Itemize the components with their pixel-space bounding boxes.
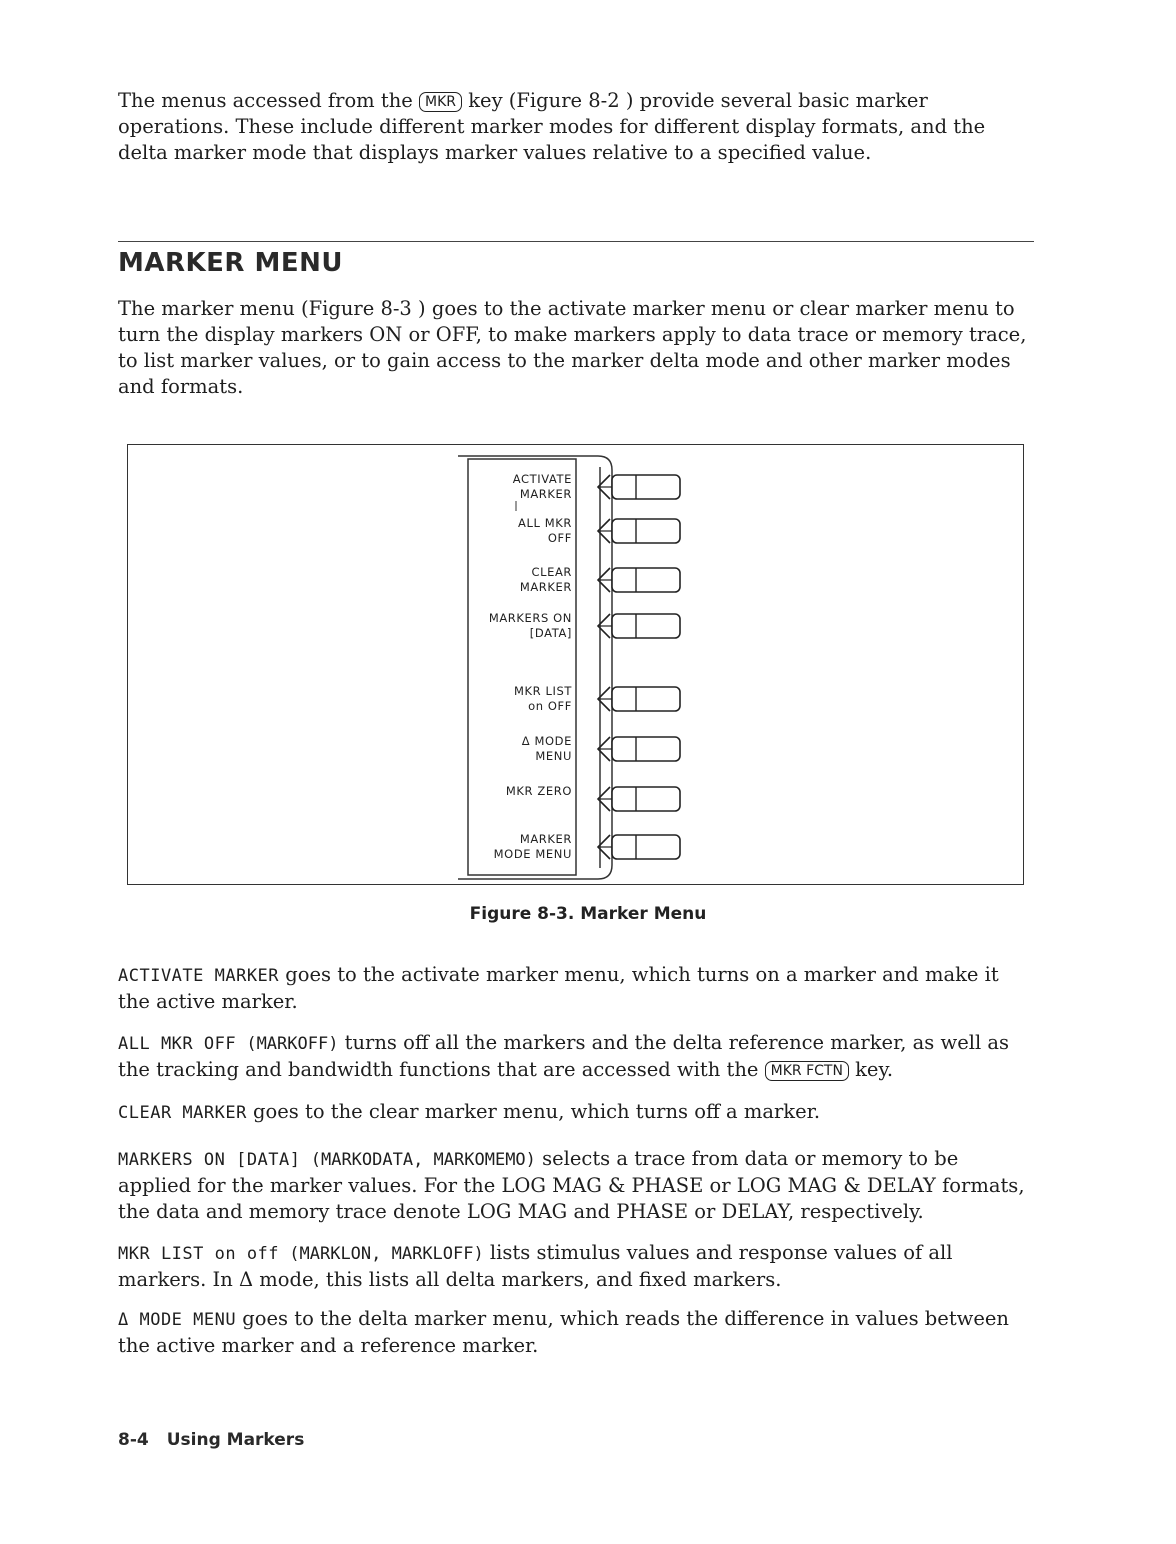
mkr-key: MKR (419, 92, 462, 112)
softkey-label-line1: MARKERS ON (488, 611, 572, 625)
softkey-button (612, 787, 680, 811)
desc-list-text: lists stimulus values and response values of all markers. In Δ mode, this lists all delta markers, and fixed markers. (118, 1241, 953, 1291)
softkey-row (506, 784, 680, 811)
softkey-mkr-list: MKR LIST on off (118, 1244, 280, 1264)
desc-clear-marker (118, 1099, 1033, 1126)
softkey-row (522, 734, 680, 763)
section-title: MARKER MENU (118, 248, 344, 278)
softkey-row (513, 472, 680, 501)
desc-all-off-after: key. (848, 1058, 894, 1081)
softkey-label-line2: MARKER (519, 487, 572, 501)
figure-caption: Figure 8-3. Marker Menu (469, 904, 707, 924)
desc-delta-mode (118, 1306, 1033, 1359)
softkey-button (612, 687, 680, 711)
desc-activate-marker (118, 962, 1033, 1015)
desc-all-off-text: turns off all the markers and the delta reference marker, as well as the tracking and bandwidth functions that are accessed with the (118, 1031, 1010, 1081)
softkey-markers-on-data: MARKERS ON [DATA] (118, 1150, 301, 1170)
chapter-title: Using Markers (166, 1430, 305, 1450)
softkey-button (612, 475, 680, 499)
softkey-label-line2: on OFF (528, 699, 572, 713)
softkey-label-line1: Δ MODE (521, 734, 572, 748)
softkey-button (612, 519, 680, 543)
softkey-label-line1: ALL MKR (518, 516, 572, 530)
softkey-activate-marker: ACTIVATE MARKER (118, 966, 280, 986)
desc-all-mkr-off (118, 1030, 1033, 1083)
softkey-clear-marker: CLEAR MARKER (118, 1103, 247, 1123)
softkey-button (612, 568, 680, 592)
desc-delta-text: goes to the delta marker menu, which reads the difference in values between the active marker and a reference marker. (118, 1307, 1009, 1357)
mkr-fctn-key: MKR FCTN (765, 1061, 849, 1081)
desc-activate-text: goes to the activate marker menu, which turns on a marker and make it the active marker. (118, 963, 999, 1013)
softkey-label-line1: MARKER (519, 832, 572, 846)
softkey-delta-mode-menu: Δ MODE MENU (118, 1310, 237, 1330)
figure-marker-menu (127, 444, 1024, 885)
softkey-button (612, 835, 680, 859)
desc-clear-text: goes to the clear marker menu, which turns off a marker. (246, 1100, 821, 1123)
gpib-markoff: (MARKOFF) (236, 1034, 339, 1054)
softkey-label-line2: MODE MENU (493, 847, 572, 861)
softkey-label-line2: MENU (535, 749, 572, 763)
desc-markers-on-text: selects a trace from data or memory to be applied for the marker values. For the LOG MAG & PHASE or LOG MAG & DELAY formats, the data and memory trace denote LOG MAG and PHASE or DELAY, respectively. (118, 1147, 1025, 1223)
softkey-label-line2: MARKER (519, 580, 572, 594)
softkey-row (494, 832, 680, 861)
desc-mkr-list (118, 1240, 1033, 1293)
softkey-label-line1: CLEAR (531, 565, 572, 579)
section-body: The marker menu (Figure 8-3 ) goes to the activate marker menu or clear marker menu to turn the display markers ON or OFF, to make markers apply to data trace or memory trace, to list marker values, or to gain access to the marker delta mode and other marker modes and formats. (118, 297, 1027, 398)
softkey-button (612, 614, 680, 638)
gpib-markl: (MARKLON, MARKLOFF) (279, 1244, 484, 1264)
page-footer (118, 1430, 304, 1450)
intro-paragraph (118, 88, 1033, 166)
softkey-label-line1: ACTIVATE (512, 472, 572, 486)
page-number: 8-4 (118, 1430, 149, 1450)
softkey-label-line2: OFF (547, 531, 572, 545)
gpib-markodata: (MARKODATA, MARKOMEMO) (300, 1150, 536, 1170)
intro-text-1: The menus accessed from the (118, 89, 420, 112)
softkey-label-line1: MKR LIST (513, 684, 572, 698)
softkey-label-line1: MKR ZERO (505, 784, 572, 798)
softkey-button (612, 737, 680, 761)
intro-text-2: key (Figure 8-2 ) provide several basic marker operations. These include different marker modes for different display formats, and the delta marker mode that displays marker values relative to a specified value. (118, 89, 986, 164)
softkey-row (518, 516, 680, 545)
softkey-label-line2: [DATA] (529, 626, 572, 640)
softkey-diagram (128, 445, 1025, 886)
softkey-all-mkr-off: ALL MKR OFF (118, 1034, 237, 1054)
softkey-row (489, 611, 680, 640)
section-rule (118, 241, 1034, 242)
softkey-row (514, 684, 680, 713)
desc-markers-on (118, 1146, 1033, 1225)
